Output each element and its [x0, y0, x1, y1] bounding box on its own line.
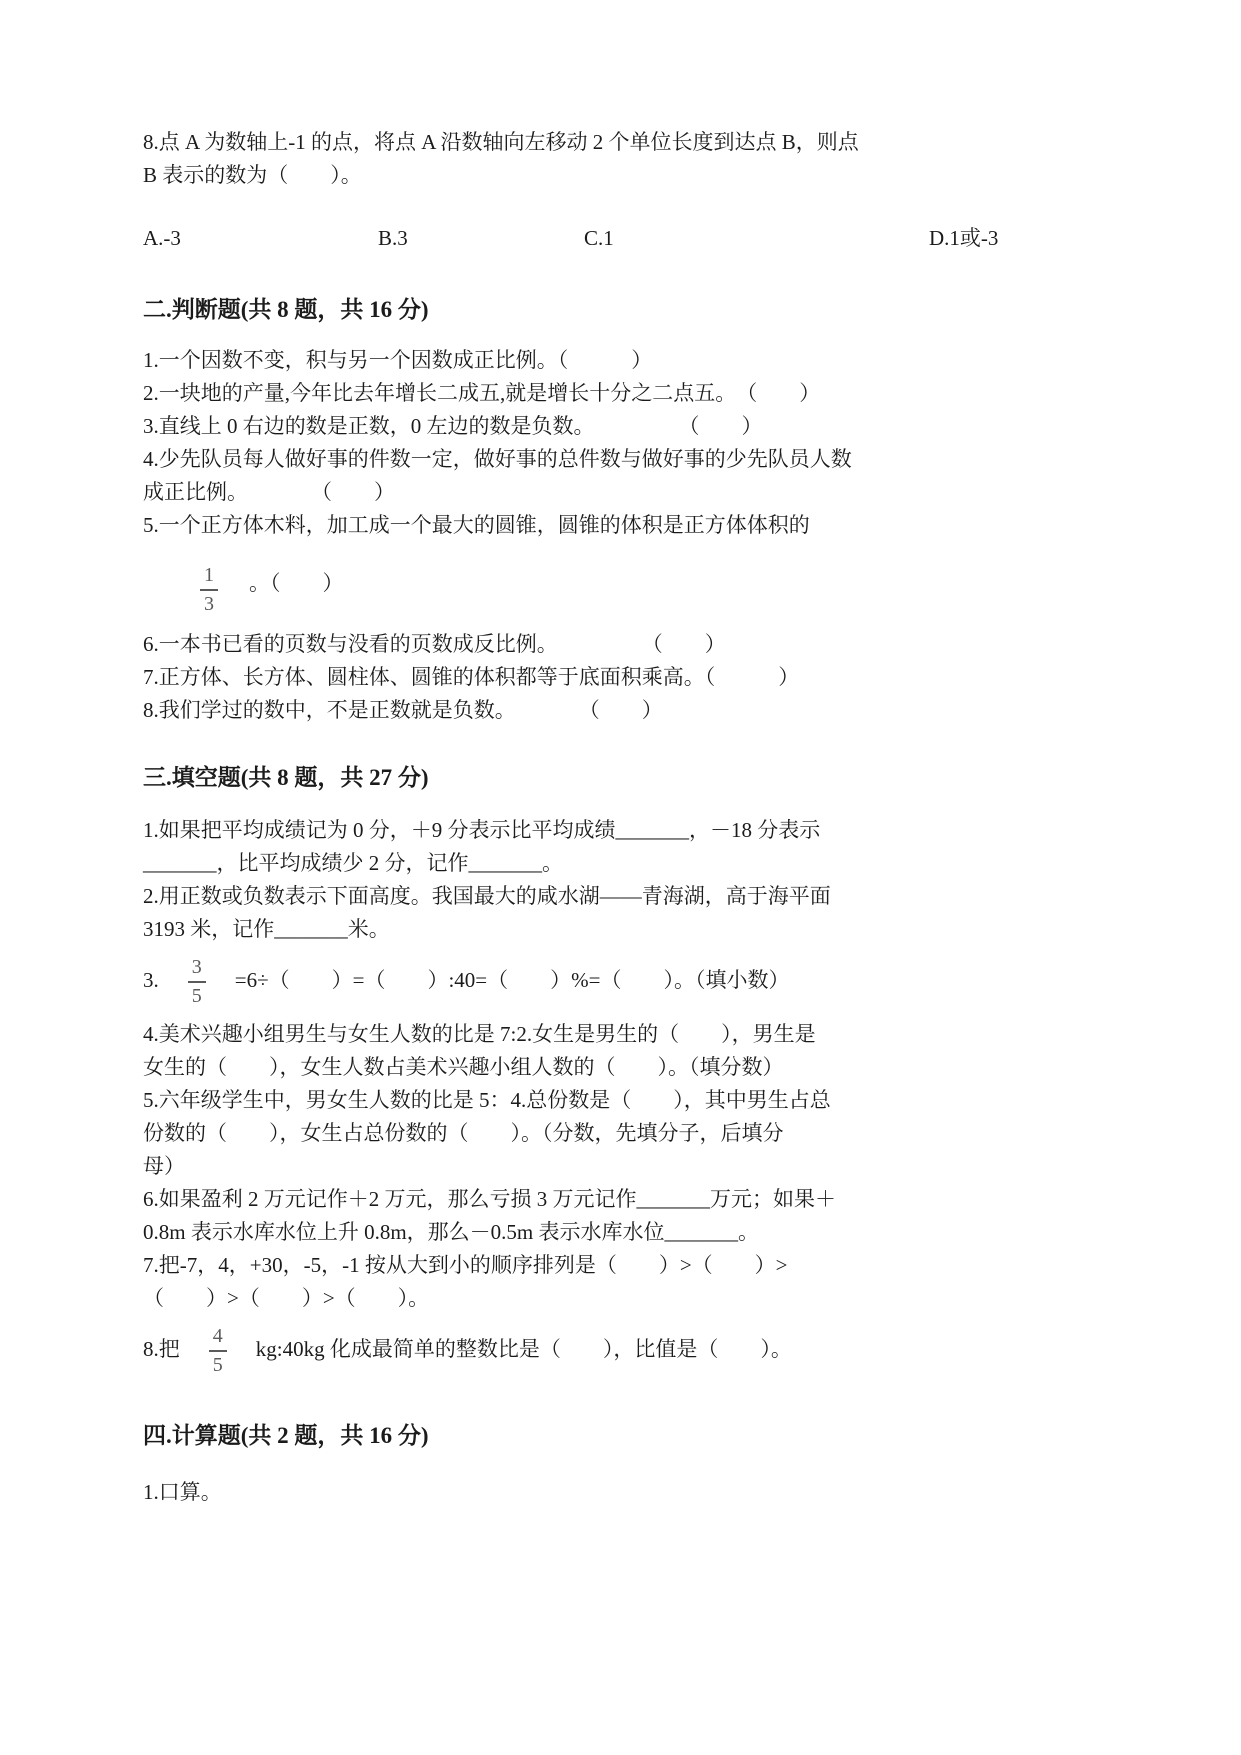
choice-question-8 — [143, 126, 1128, 255]
judge-item-5: 5.一个正方体木料，加工成一个最大的圆锥，圆锥的体积是正方体体积的 $\frac{1}{3}$ 。（ ） — [143, 513, 810, 615]
choice-option-d: D.1或-3 — [929, 226, 999, 250]
judge-section-heading: 二.判断题(共 8 题，共 16 分) — [143, 297, 429, 322]
calc-section-items — [143, 1476, 1128, 1509]
fill-item-4: 4.美术兴趣小组男生与女生人数的比是 7:2.女生是男生的（ ），男生是 女生的（ ），女生人数占美术兴趣小组人数的（ ）。（填分数） — [143, 1022, 816, 1079]
fraction: $\frac{1}{3}$ — [200, 564, 218, 616]
judge-section-items — [143, 344, 1128, 727]
judge-item-3: 3.直线上 0 右边的数是正数，0 左边的数是负数。 （ ） — [143, 414, 763, 438]
choice-question-line-1: 8.点 A 为数轴上-1 的点，将点 A 沿数轴向左移动 2 个单位长度到达点 B，则点 — [143, 130, 859, 154]
fraction: $\frac{3}{5}$ — [188, 956, 206, 1008]
judge-item-4: 4.少先队员每人做好事的件数一定，做好事的总件数与做好事的少先队员人数 成正比例。 （ ） — [143, 447, 852, 504]
fill-item-7: 7.把-7，4，+30，-5，-1 按从大到小的顺序排列是（ ）>（ ）> （ ）>（ ）>（ ）。 — [143, 1253, 788, 1310]
fill-item-5: 5.六年级学生中，男女生人数的比是 5：4.总份数是（ ），其中男生占总 份数的（ ），女生占总份数的（ ）。（分数，先填分子，后填分 母） — [143, 1088, 831, 1178]
choice-option-b: B.3 — [378, 226, 408, 250]
judge-item-8: 8.我们学过的数中，不是正数就是负数。 （ ） — [143, 698, 663, 722]
fill-item-1: 1.如果把平均成绩记为 0 分，＋9 分表示比平均成绩_______，－18 分表示 _______，比平均成绩少 2 分，记作_______。 — [143, 818, 821, 875]
judge-item-2: 2.一块地的产量,今年比去年增长二成五,就是增长十分之二点五。 （ ） — [143, 381, 821, 405]
fill-item-3: 3. $\frac{3}{5}$ =6÷（ ）=（ ）:40=（ ）%=（ ）。（填小数） — [143, 956, 790, 1007]
exam-content — [143, 126, 1128, 1509]
choice-question-line-2: B 表示的数为（ ）。 — [143, 163, 362, 187]
choice-option-c: C.1 — [584, 226, 614, 250]
judge-item-6: 6.一本书已看的页数与没看的页数成反比例。 （ ） — [143, 632, 726, 656]
fill-item-6: 6.如果盈利 2 万元记作＋2 万元，那么亏损 3 万元记作_______万元；如果＋ 0.8m 表示水库水位上升 0.8m，那么－0.5m 表示水库水位_______。 — [143, 1187, 836, 1244]
calc-section-heading: 四.计算题(共 2 题，共 16 分) — [143, 1423, 429, 1448]
calc-item-1: 1.口算。 — [143, 1480, 222, 1504]
choice-options-row — [143, 222, 1128, 255]
choice-option-a: A.-3 — [143, 226, 181, 250]
fill-item-2: 2.用正数或负数表示下面高度。我国最大的咸水湖——青海湖，高于海平面 3193 米，记作_______米。 — [143, 884, 831, 941]
fill-section-heading: 三.填空题(共 8 题，共 27 分) — [143, 765, 429, 790]
judge-item-7: 7.正方体、长方体、圆柱体、圆锥的体积都等于底面积乘高。（ ） — [143, 665, 800, 689]
fill-item-8: 8.把 $\frac{4}{5}$ kg:40kg 化成最简单的整数比是（ ），比值是（ ）。 — [143, 1325, 792, 1376]
choice-question-text — [143, 126, 1128, 192]
fill-section-items — [143, 814, 1128, 1387]
fraction: $\frac{4}{5}$ — [209, 1325, 227, 1377]
judge-item-1: 1.一个因数不变，积与另一个因数成正比例。（ ） — [143, 348, 653, 372]
